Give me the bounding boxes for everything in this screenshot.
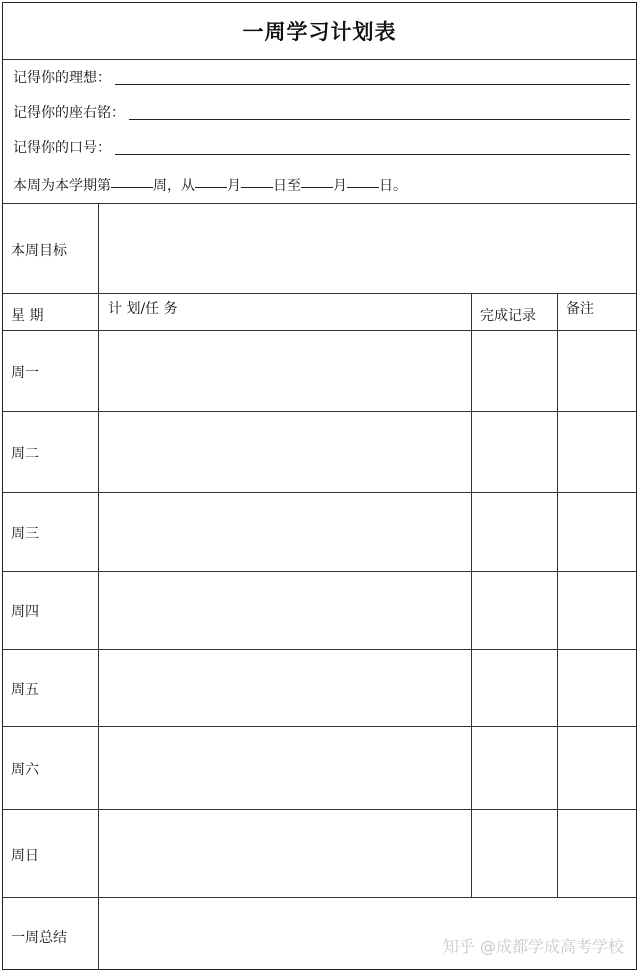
week-text-2: 周，从 [153, 178, 195, 194]
ideal-row [13, 65, 630, 89]
header-task: 计 划/任 务 [108, 301, 178, 317]
day-label-tue: 周二 [11, 446, 39, 462]
day-label-fri: 周五 [11, 682, 39, 698]
end-day-blank[interactable] [347, 186, 379, 188]
week-text-3: 月 [227, 178, 241, 194]
day-label-sun: 周日 [11, 848, 39, 864]
slogan-label: 记得你的口号： [13, 140, 111, 156]
week-text-4: 日至 [273, 178, 301, 194]
header-note: 备注 [566, 301, 594, 317]
title-row [3, 3, 636, 60]
ideal-label: 记得你的理想： [13, 70, 111, 86]
end-month-blank[interactable] [301, 186, 333, 188]
day-label-wed: 周三 [11, 526, 39, 542]
summary-label: 一周总结 [11, 930, 67, 946]
header-day: 星 期 [11, 308, 44, 324]
column-divider [557, 293, 558, 897]
ideal-blank-line[interactable] [115, 83, 630, 85]
column-divider [471, 293, 472, 897]
plan-table [3, 203, 636, 970]
slogan-row [13, 135, 630, 159]
plan-sheet [2, 2, 637, 970]
week-text-6: 日。 [379, 178, 407, 194]
page-title: 一周学习计划表 [242, 20, 397, 44]
start-month-blank[interactable] [195, 186, 227, 188]
slogan-blank-line[interactable] [115, 153, 630, 155]
motto-row [13, 100, 630, 124]
day-label-thu: 周四 [11, 604, 39, 620]
watermark: 知乎 @成都学成高考学校 [442, 937, 624, 956]
start-day-blank[interactable] [241, 186, 273, 188]
column-divider [98, 204, 99, 970]
day-label-sat: 周六 [11, 762, 39, 778]
goal-label: 本周目标 [11, 243, 67, 259]
week-text-1: 本周为本学期第 [13, 178, 111, 194]
week-text-5: 月 [333, 178, 347, 194]
day-label-mon: 周一 [11, 365, 39, 381]
motto-blank-line[interactable] [129, 118, 630, 120]
week-number-blank[interactable] [111, 186, 153, 188]
week-range-row [13, 175, 407, 195]
header-record: 完成记录 [480, 308, 536, 324]
motto-label: 记得你的座右铭： [13, 105, 125, 121]
